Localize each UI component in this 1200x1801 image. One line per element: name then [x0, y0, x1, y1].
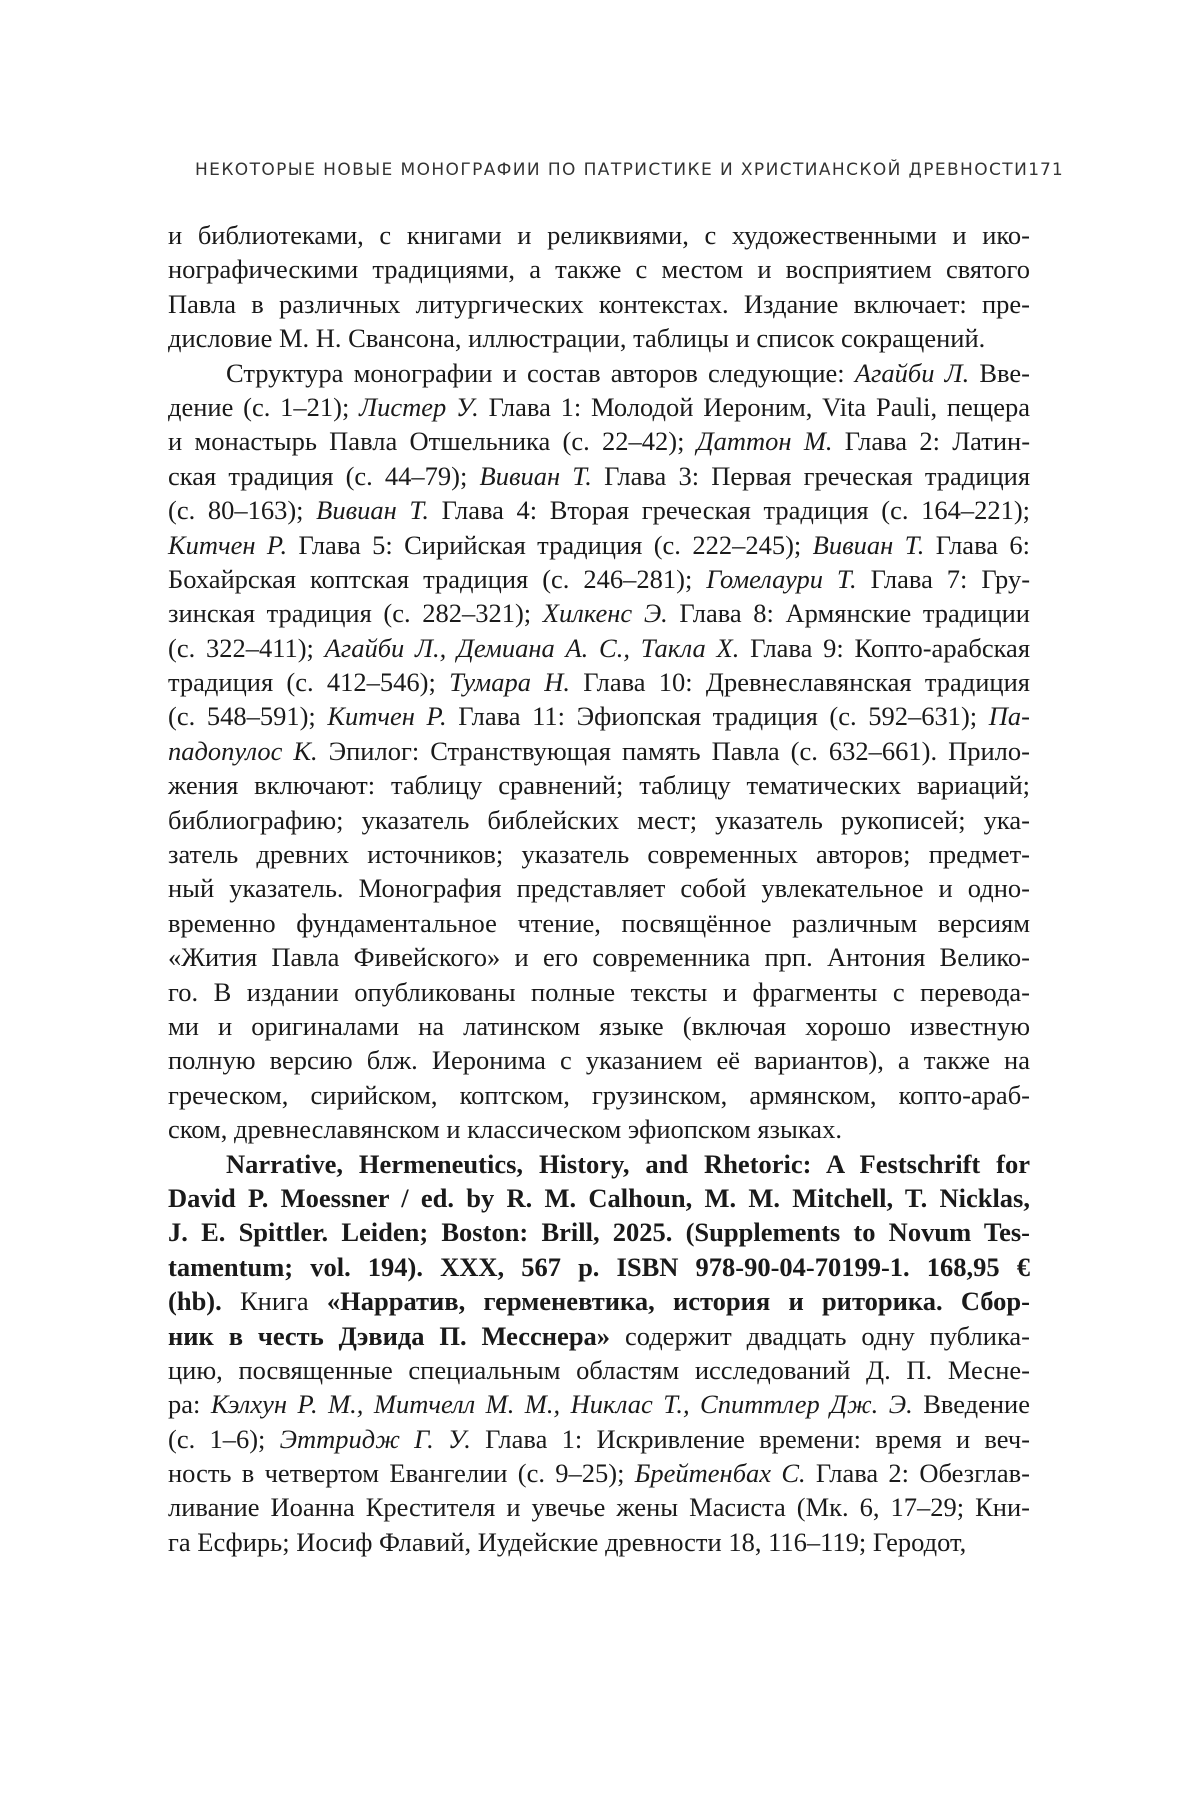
- text-run: Глава 2: Обезглав-: [805, 1458, 1031, 1489]
- text-line: [168, 1147, 1030, 1181]
- text-line: [168, 803, 1030, 837]
- text-run: ми и оригиналами на латинском языке (включая хорошо известную: [168, 1010, 1030, 1041]
- text-line: [168, 562, 1030, 596]
- text-line: [168, 871, 1030, 905]
- text-line: [168, 356, 1030, 390]
- text-run: Глава 1: Молодой Иероним, Vita Pauli, пещера: [478, 391, 1030, 422]
- text-line: [168, 1284, 1030, 1318]
- text-run: полную версию блж. Иеронима с указанием её вариантов), а также на: [168, 1045, 1030, 1076]
- italic-author: Вивиан Т.: [316, 495, 430, 526]
- text-run: ность в четвертом Евангелии (с. 9–25);: [168, 1458, 635, 1489]
- text-line: [168, 1353, 1030, 1387]
- text-run: Павла в различных литургических контекстах. Издание включает: пре-: [168, 288, 1030, 319]
- text-line: [168, 940, 1030, 974]
- text-run: дисловие М. Н. Свансона, иллюстрации, таблицы и список сокращений.: [168, 323, 986, 354]
- bold-text: J. E. Spittler. Leiden; Boston: Brill, 2025. (Supplements to Novum Tes-: [168, 1217, 1030, 1248]
- text-line: [168, 631, 1030, 665]
- italic-author: Вивиан Т.: [479, 460, 592, 491]
- text-line: [168, 459, 1030, 493]
- text-line: [168, 321, 1030, 355]
- text-run: Глава 10: Древнеславянская традиция: [570, 667, 1030, 698]
- italic-author: Тумара Н.: [449, 667, 570, 698]
- text-run: ском, древнеславянском и классическом эфиопском языках.: [168, 1114, 842, 1145]
- text-run: жения включают: таблицу сравнений; таблицу тематических вариаций;: [168, 770, 1030, 801]
- text-run: цию, посвященные специальным областям исследований Д. П. Месне-: [168, 1354, 1030, 1385]
- text-run: го. В издании опубликованы полные тексты и фрагменты с переводa-: [168, 976, 1030, 1007]
- italic-author: Эттридж Г. У.: [279, 1423, 471, 1454]
- italic-author: Кэлхун Р. М., Митчелл М. М., Никлас Т., Спиттлер Дж. Э.: [210, 1389, 913, 1420]
- text-run: ный указатель. Монография представляет собой увлекательное и одно-: [168, 873, 1030, 904]
- text-run: Глава 5: Сирийская традиция (с. 222–245);: [287, 529, 813, 560]
- text-line: [168, 906, 1030, 940]
- text-line: [168, 1525, 1030, 1559]
- text-run: (с. 1–6);: [168, 1423, 280, 1454]
- text-run: Бохайрская коптская традиция (с. 246–281);: [168, 563, 707, 594]
- text-line: [168, 1490, 1030, 1524]
- text-line: [168, 699, 1030, 733]
- text-run: «Жития Павла Фивейского» и его современника прп. Антония Велико-: [168, 942, 1030, 973]
- bold-text: David P. Moessner / ed. by R. M. Calhoun, M. M. Mitchell, T. Nicklas,: [168, 1182, 1030, 1213]
- text-run: Эпилог: Странствующая память Павла (с. 632–661). Прило-: [317, 735, 1030, 766]
- running-title: НЕКОТОРЫЕ НОВЫЕ МОНОГРАФИИ ПО ПАТРИСТИКЕ И ХРИСТИАНСКОЙ ДРЕВНОСТИ: [195, 160, 1029, 180]
- text-line: [168, 768, 1030, 802]
- text-run: Глава 7: Гру-: [856, 563, 1031, 594]
- text-line: [168, 1250, 1030, 1284]
- text-run: Глава 4: Вторая греческая традиция (с. 164–221);: [429, 495, 1031, 526]
- bold-text: «Нарратив, герменевтика, история и риторика. Сбор-: [326, 1286, 1030, 1317]
- text-line: [168, 1387, 1030, 1421]
- text-line: [168, 975, 1030, 1009]
- italic-author: Даттон М.: [696, 426, 833, 457]
- italic-author: Па-: [988, 701, 1030, 732]
- text-line: [168, 493, 1030, 527]
- italic-author: Гомелаури Т.: [706, 563, 857, 594]
- text-run: Глава 6:: [924, 529, 1031, 560]
- page-number: 171: [1028, 160, 1064, 180]
- body-text: [168, 218, 1030, 1559]
- text-line: [168, 218, 1030, 252]
- text-line: [168, 1078, 1030, 1112]
- bold-text: ник в честь Дэвида П. Месснера»: [168, 1320, 611, 1351]
- text-line: [168, 665, 1030, 699]
- text-line: [168, 1215, 1030, 1249]
- text-run: Глава 9: Копто-арабская: [739, 632, 1031, 663]
- italic-author: Вивиан Т.: [812, 529, 925, 560]
- text-run: га Есфирь; Иосиф Флавий, Иудейские древности 18, 116–119; Геродот,: [168, 1526, 967, 1557]
- text-run: ская традиция (с. 44–79);: [168, 460, 480, 491]
- text-run: (с. 80–163);: [168, 495, 317, 526]
- text-run: Структура монографии и состав авторов следующие:: [226, 357, 855, 388]
- text-line: [168, 287, 1030, 321]
- text-line: [168, 1112, 1030, 1146]
- text-run: (с. 548–591);: [168, 701, 328, 732]
- text-run: традиция (с. 412–546);: [168, 667, 450, 698]
- text-run: ливание Иоанна Крестителя и увечье жены Масиста (Мк. 6, 17–29; Кни-: [168, 1492, 1030, 1523]
- bold-text: (hb).: [168, 1286, 222, 1317]
- text-run: зинская традиция (с. 282–321);: [168, 598, 543, 629]
- italic-author: Листер У.: [359, 391, 479, 422]
- text-line: [168, 528, 1030, 562]
- text-run: временно фундаментальное чтение, посвящённое различным версиям: [168, 907, 1030, 938]
- text-run: и библиотеками, с книгами и реликвиями, с художественными и ико-: [168, 220, 1030, 250]
- text-run: и монастырь Павла Отшельника (с. 22–42);: [168, 426, 697, 457]
- bold-text: Narrative, Hermeneutics, History, and Rhetoric: A Festschrift for: [226, 1148, 1030, 1179]
- text-line: [168, 1009, 1030, 1043]
- text-run: дение (с. 1–21);: [168, 391, 360, 422]
- text-run: Глава 1: Искривление времени: время и веч-: [470, 1423, 1030, 1454]
- text-run: Введение: [912, 1389, 1031, 1420]
- text-run: Глава 11: Эфиопская традиция (с. 592–631);: [446, 701, 989, 732]
- text-line: [168, 734, 1030, 768]
- text-run: библиографию; указатель библейских мест; указатель рукописей; ука-: [168, 804, 1030, 835]
- text-line: [168, 596, 1030, 630]
- italic-author: Китчен Р.: [168, 529, 288, 560]
- italic-author: Китчен Р.: [327, 701, 447, 732]
- text-line: [168, 390, 1030, 424]
- text-run: затель древних источников; указатель современных авторов; предмет-: [168, 839, 1030, 870]
- italic-author: падопулос К.: [168, 735, 318, 766]
- text-run: (с. 322–411);: [168, 632, 325, 663]
- text-line: [168, 1319, 1030, 1353]
- italic-author: Агайби Л., Демиана А. С., Такла Х.: [324, 632, 740, 663]
- text-run: Глава 8: Армянские традиции: [667, 598, 1030, 629]
- text-run: ра:: [168, 1389, 211, 1420]
- text-run: Вве-: [969, 357, 1030, 388]
- text-line: [168, 1422, 1030, 1456]
- text-run: нографическими традициями, а также с местом и восприятием святого: [168, 254, 1030, 285]
- italic-author: Агайби Л.: [854, 357, 970, 388]
- text-line: [168, 1181, 1030, 1215]
- text-line: [168, 1456, 1030, 1490]
- text-line: [168, 1043, 1030, 1077]
- text-line: [168, 424, 1030, 458]
- text-run: Глава 2: Латин-: [832, 426, 1031, 457]
- running-head: [195, 160, 1064, 180]
- text-line: [168, 837, 1030, 871]
- text-run: Книга: [221, 1286, 327, 1317]
- italic-author: Брейтенбах С.: [634, 1458, 806, 1489]
- italic-author: Хилкенс Э.: [542, 598, 668, 629]
- text-line: [168, 252, 1030, 286]
- text-run: содержит двадцать одну публика-: [610, 1320, 1030, 1351]
- text-run: Глава 3: Первая греческая традиция: [591, 460, 1031, 491]
- bold-text: tamentum; vol. 194). XXX, 567 p. ISBN 978-90-04-70199-1. 168,95 €: [168, 1251, 1030, 1282]
- text-run: греческом, сирийском, коптском, грузинском, армянском, копто-араб-: [168, 1079, 1030, 1110]
